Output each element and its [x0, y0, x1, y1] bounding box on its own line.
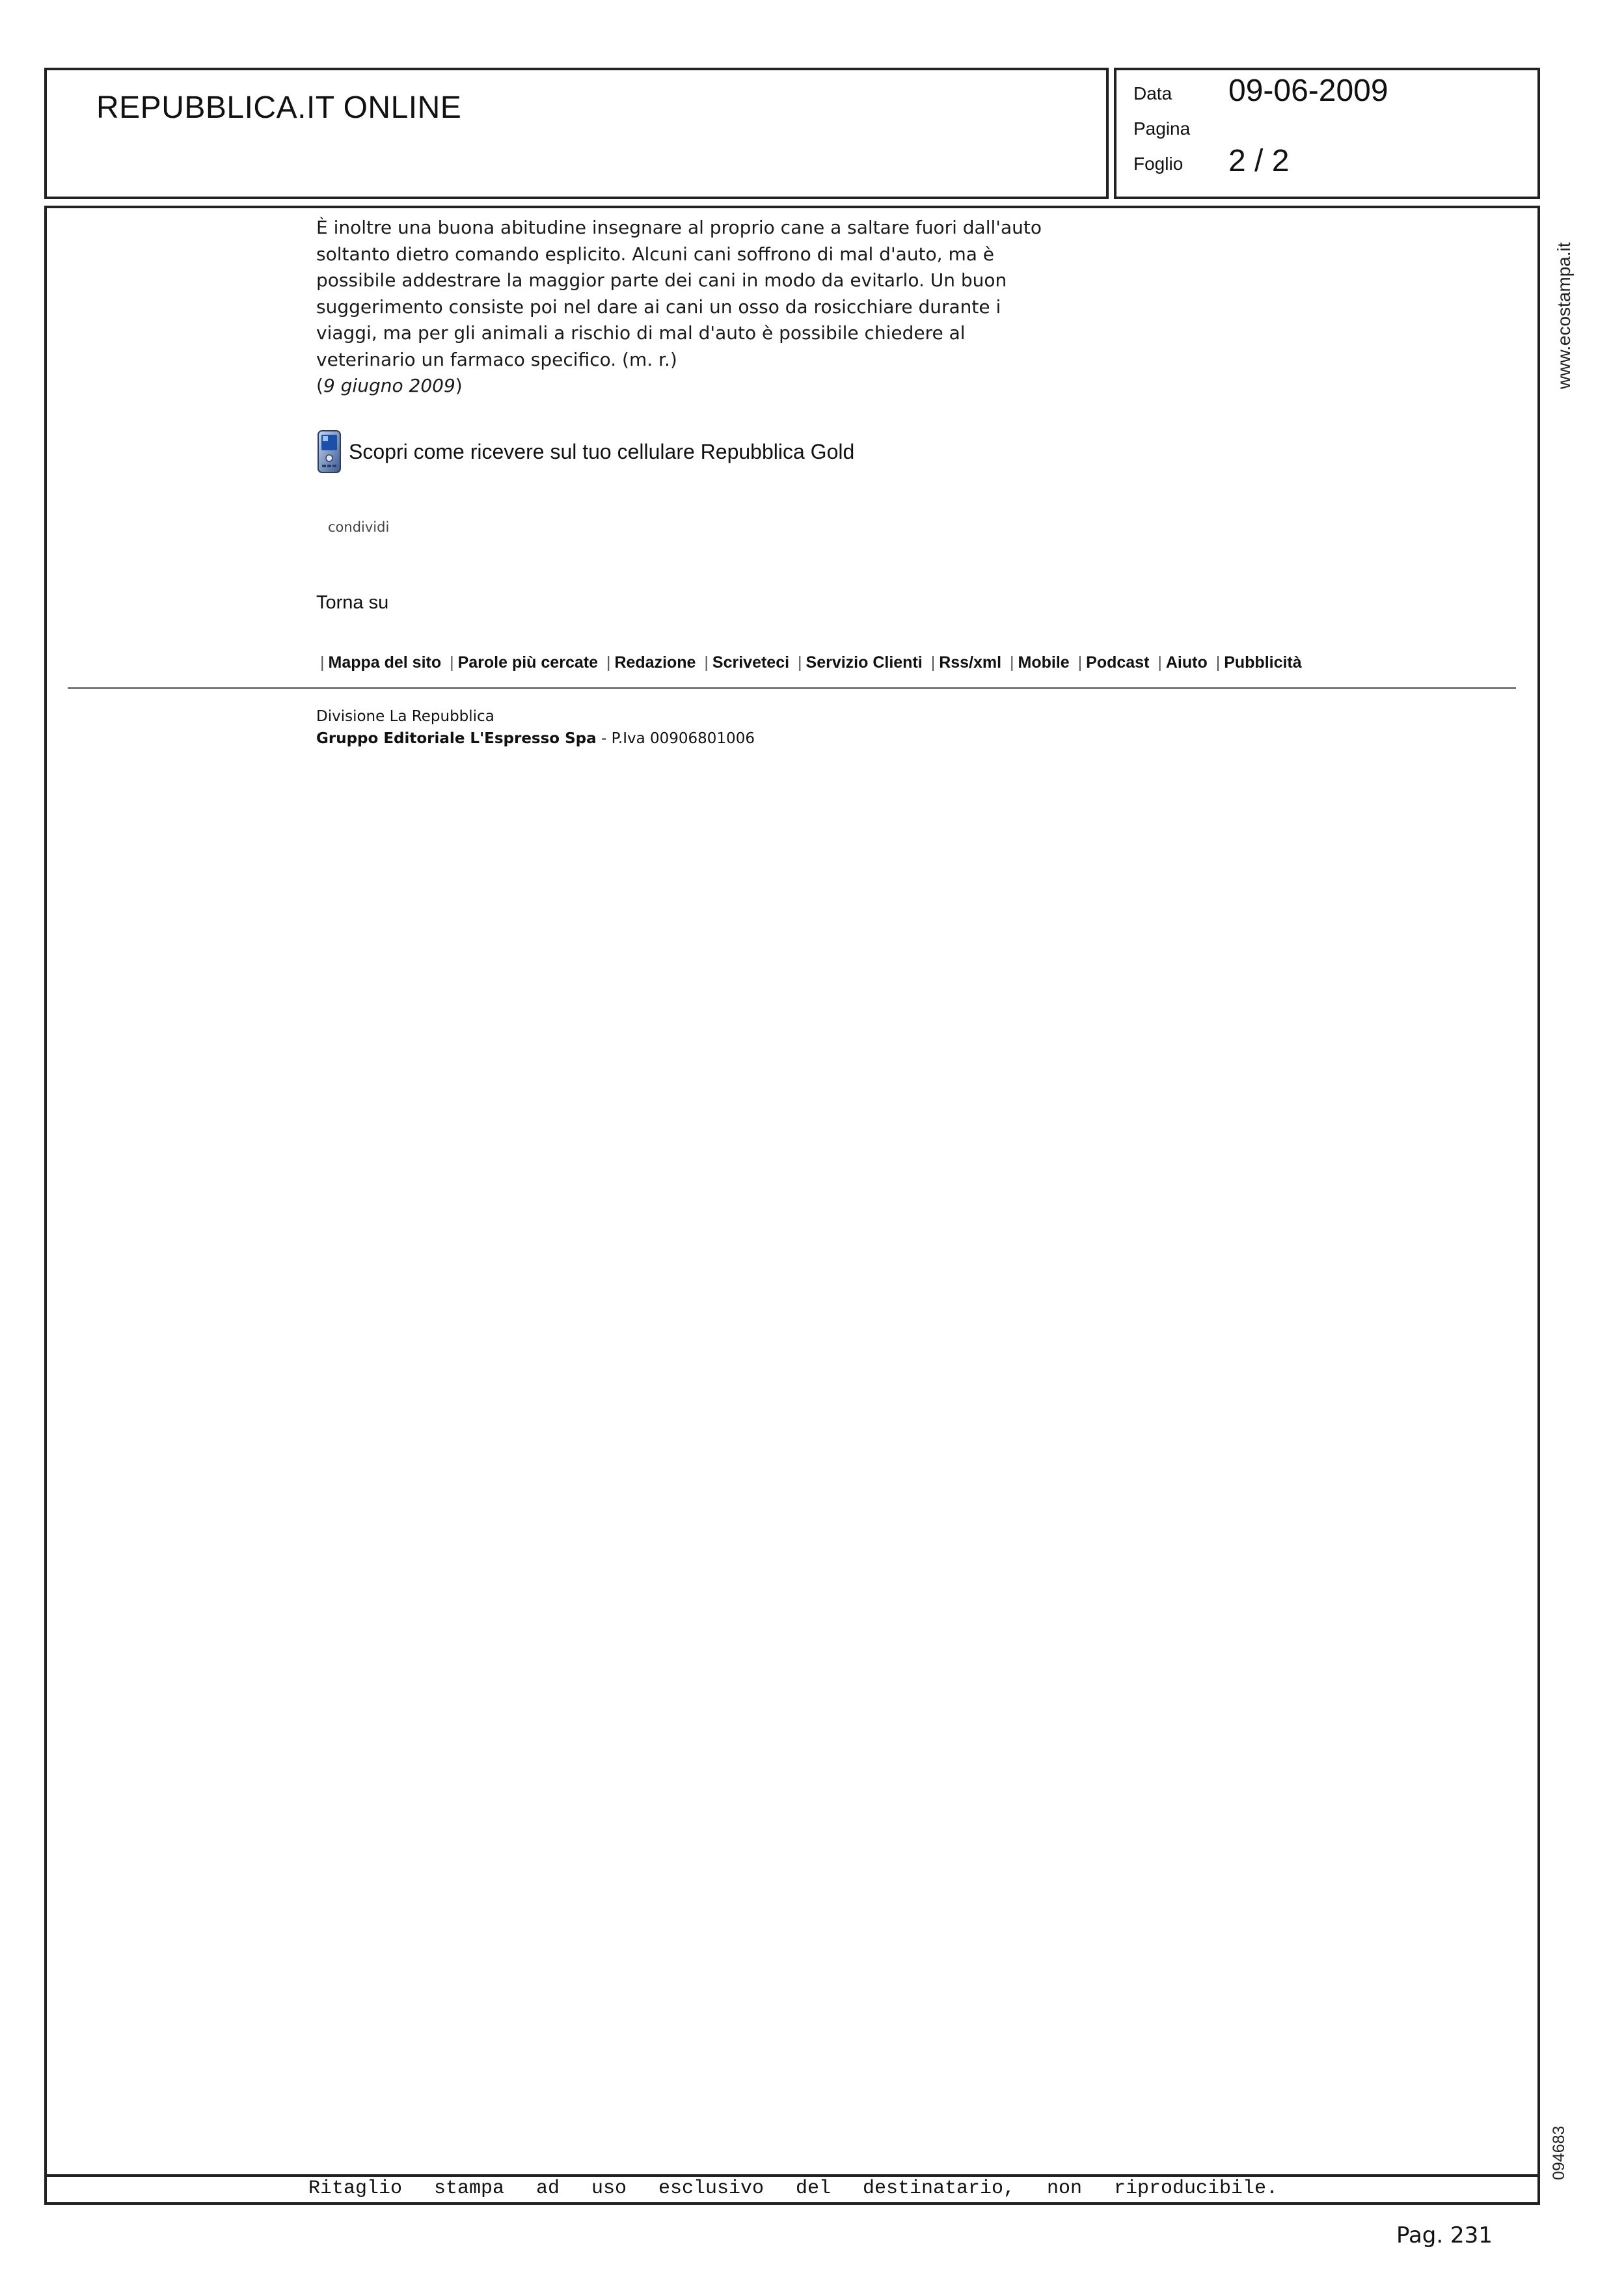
- article-line: viaggi, ma per gli animali a rischio di mal d'auto è possibile chiedere al: [316, 322, 966, 344]
- footer-word: del: [795, 2177, 831, 2200]
- footer-divider: [44, 2174, 1540, 2177]
- company-name: Gruppo Editoriale L'Espresso Spa: [316, 730, 597, 747]
- footer-notice: [308, 2177, 1278, 2200]
- header-title-box: [44, 68, 1109, 199]
- date-value: 09-06-2009: [1228, 74, 1388, 108]
- nav-link-podcast[interactable]: Podcast: [1086, 653, 1150, 672]
- sheet-value: 2 / 2: [1228, 144, 1290, 178]
- article-line: soltanto dietro comando esplicito. Alcuni cani soffrono di mal d'auto, ma è: [316, 243, 995, 265]
- mobile-phone-icon: [316, 430, 342, 474]
- division-info: [316, 705, 755, 750]
- header-meta-box: [1114, 68, 1540, 199]
- article-date-italic: 9 giugno 2009: [323, 375, 455, 396]
- publication-title: REPUBBLICA.IT ONLINE: [96, 90, 462, 125]
- page-number: Pag. 231: [1396, 2222, 1493, 2248]
- footer-word: riproducibile.: [1113, 2177, 1278, 2200]
- back-to-top-link[interactable]: Torna su: [316, 592, 389, 613]
- division-name: Divisione La Repubblica: [316, 708, 494, 725]
- nav-link-redazione[interactable]: Redazione: [614, 653, 696, 672]
- footer-word: stampa: [434, 2177, 505, 2200]
- article-line: possibile addestrare la maggior parte dei cani in modo da evitarlo. Un buon: [316, 269, 1007, 291]
- footer-word: destinatario,: [862, 2177, 1015, 2200]
- nav-link-servizio-clienti[interactable]: Servizio Clienti: [805, 653, 923, 672]
- article-body: [316, 215, 1084, 400]
- article-line: veterinario un farmaco specifico. (m. r.): [316, 348, 677, 370]
- article-line: suggerimento consiste poi nel dare ai cani un osso da rosicchiare durante i: [316, 295, 1001, 318]
- footer-word: uso: [591, 2177, 627, 2200]
- footer-word: ad: [536, 2177, 560, 2200]
- nav-link-parole[interactable]: Parole più cercate: [457, 653, 598, 672]
- article-line: È inoltre una buona abitudine insegnare al proprio cane a saltare fuori dall'auto: [316, 217, 1042, 238]
- nav-link-scriveteci[interactable]: Scriveteci: [712, 653, 790, 672]
- side-code: 094683: [1550, 2125, 1568, 2180]
- footer-word: Ritaglio: [308, 2177, 403, 2200]
- horizontal-rule: [68, 687, 1516, 689]
- nav-link-pubblicita[interactable]: Pubblicità: [1224, 653, 1302, 672]
- vat-number: - P.Iva 00906801006: [596, 730, 755, 747]
- sheet-label: Foglio: [1133, 154, 1184, 174]
- page-label: Pagina: [1133, 118, 1191, 139]
- mobile-promo-link[interactable]: Scopri come ricevere sul tuo cellulare Repubblica Gold: [349, 439, 855, 463]
- share-link[interactable]: condividi: [328, 519, 390, 535]
- nav-link-rss[interactable]: Rss/xml: [939, 653, 1002, 672]
- side-url: www.ecostampa.it: [1554, 242, 1574, 389]
- footer-word: esclusivo: [658, 2177, 764, 2200]
- nav-link-mobile[interactable]: Mobile: [1018, 653, 1070, 672]
- date-label: Data: [1133, 83, 1172, 103]
- nav-link-mappa[interactable]: Mappa del sito: [328, 653, 442, 672]
- company-line: [316, 728, 755, 750]
- main-content-box: [44, 206, 1540, 2205]
- footer-word: non: [1046, 2177, 1082, 2200]
- mobile-promo[interactable]: [316, 430, 854, 474]
- nav-link-aiuto[interactable]: Aiuto: [1165, 653, 1208, 672]
- article-date: (9 giugno 2009): [316, 375, 463, 396]
- footer-nav: | Mappa del sito | Parole più cercate | Redazione | Scriveteci | Servizio Clienti | Rss/xml | Mobile | Podcast | Aiuto | Pubblicità: [320, 653, 1302, 672]
